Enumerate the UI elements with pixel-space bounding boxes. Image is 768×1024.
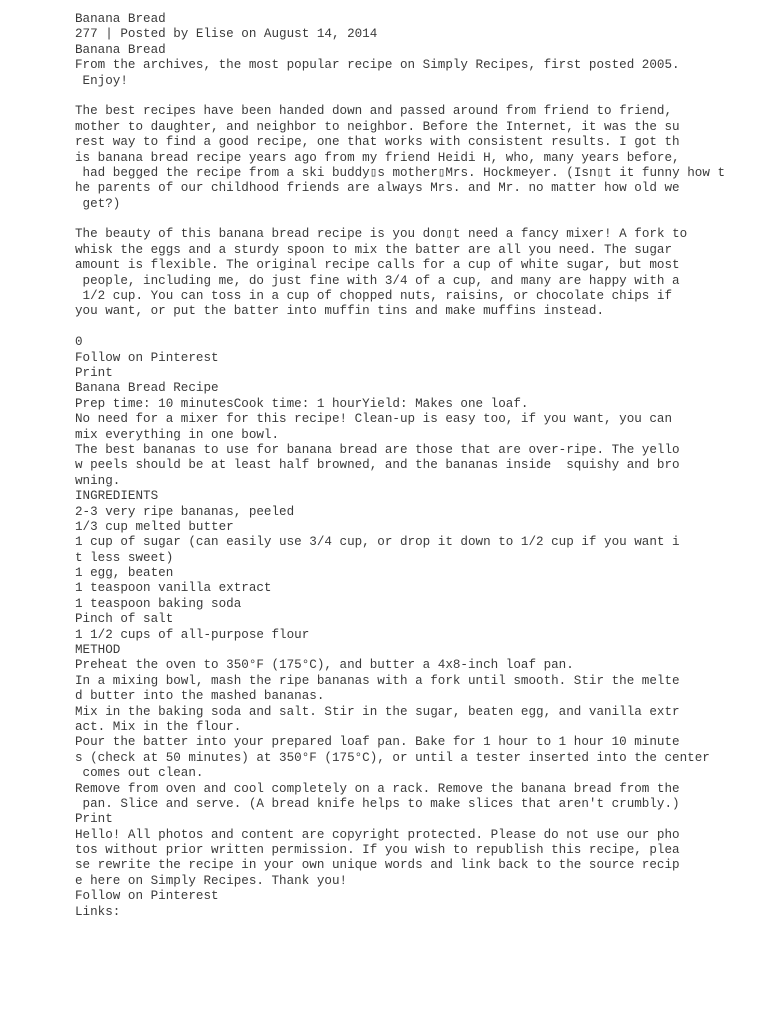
recipe-note-line: No need for a mixer for this recipe! Clean-up is easy too, if you want, you can (75, 412, 673, 427)
paragraph-1-line: had begged the recipe from a ski buddy▯s mother▯Mrs. Hockmeyer. (Isn▯t it funny how t (75, 165, 726, 180)
ingredient-line: 1/3 cup melted butter (75, 519, 234, 534)
ingredient-line: t less sweet) (75, 550, 174, 565)
links-label: Links: (75, 904, 121, 919)
paragraph-2-line: amount is flexible. The original recipe calls for a cup of white sugar, but most (75, 258, 680, 273)
recipe-title: Banana Bread Recipe (75, 381, 219, 396)
method-line: pan. Slice and serve. (A bread knife helps to make slices that aren't crumbly.) (75, 796, 680, 811)
page-title: Banana Bread (75, 12, 166, 26)
paragraph-2-line: The beauty of this banana bread recipe is you don▯t need a fancy mixer! A fork to (75, 227, 688, 242)
ingredient-line: Pinch of salt (75, 612, 174, 627)
ingredients-heading: INGREDIENTS (75, 489, 159, 504)
copyright-line: tos without prior written permission. If you wish to republish this recipe, plea (75, 843, 680, 858)
recipe-note-line: The best bananas to use for banana bread are those that are over-ripe. The yello (75, 442, 680, 457)
ingredient-line: 2-3 very ripe bananas, peeled (75, 504, 295, 519)
intro-line: From the archives, the most popular recipe on Simply Recipes, first posted 2005. (75, 58, 680, 73)
paragraph-1-line: he parents of our childhood friends are always Mrs. and Mr. no matter how old we (75, 181, 680, 196)
ingredient-line: 1 cup of sugar (can easily use 3/4 cup, or drop it down to 1/2 cup if you want i (75, 535, 680, 550)
method-line: Pour the batter into your prepared loaf pan. Bake for 1 hour to 1 hour 10 minute (75, 735, 680, 750)
copyright-line: Hello! All photos and content are copyright protected. Please do not use our pho (75, 827, 680, 842)
paragraph-2-line: whisk the eggs and a sturdy spoon to mix the batter are all you need. The sugar (75, 242, 673, 257)
method-line: comes out clean. (75, 766, 204, 781)
method-line: act. Mix in the flour. (75, 719, 242, 734)
ingredient-line: 1 teaspoon vanilla extract (75, 581, 272, 596)
method-line: s (check at 50 minutes) at 350°F (175°C), or until a tester inserted into the center (75, 750, 710, 765)
method-line: In a mixing bowl, mash the ripe bananas with a fork until smooth. Stir the melte (75, 673, 680, 688)
paragraph-2-line: you want, or put the batter into muffin tins and make muffins instead. (75, 304, 605, 319)
blank-line (75, 320, 755, 335)
paragraph-2-line: 1/2 cup. You can toss in a cup of chopped nuts, raisins, or chocolate chips if (75, 289, 673, 304)
recipe-note-line: w peels should be at least half browned, and the bananas inside squishy and bro (75, 458, 680, 473)
method-line: Preheat the oven to 350°F (175°C), and butter a 4x8-inch loaf pan. (75, 658, 574, 673)
ingredient-line: 1 teaspoon baking soda (75, 596, 242, 611)
copyright-line: e here on Simply Recipes. Thank you! (75, 873, 348, 888)
blank-line (75, 89, 755, 104)
recipe-note-line: mix everything in one bowl. (75, 427, 280, 442)
recipe-note-line: wning. (75, 473, 121, 488)
paragraph-2-line: people, including me, do just fine with 3/4 of a cup, and many are happy with a (75, 273, 680, 288)
method-line: Mix in the baking soda and salt. Stir in the sugar, beaten egg, and vanilla extr (75, 704, 680, 719)
recipe-print-link[interactable]: Print (75, 812, 113, 827)
intro-line: Enjoy! (75, 73, 128, 88)
post-byline: 277 | Posted by Elise on August 14, 2014 (75, 27, 378, 42)
paragraph-1-line: The best recipes have been handed down and passed around from friend to friend, (75, 104, 673, 119)
blank-line (75, 212, 755, 227)
pinterest-follow-link[interactable]: Follow on Pinterest (75, 350, 219, 365)
method-line: Remove from oven and cool completely on a rack. Remove the banana bread from the (75, 781, 680, 796)
paragraph-1-line: is banana bread recipe years ago from my friend Heidi H, who, many years before, (75, 150, 680, 165)
ingredient-line: 1 egg, beaten (75, 566, 174, 581)
paragraph-1-line: mother to daughter, and neighbor to neighbor. Before the Internet, it was the su (75, 119, 680, 134)
ingredient-line: 1 1/2 cups of all-purpose flour (75, 627, 310, 642)
document (75, 12, 755, 920)
paragraph-1-line: get?) (75, 196, 121, 211)
footer-pinterest-follow-link[interactable]: Follow on Pinterest (75, 889, 219, 904)
print-link[interactable]: Print (75, 365, 113, 380)
copyright-line: se rewrite the recipe in your own unique words and link back to the source recip (75, 858, 680, 873)
post-subtitle: Banana Bread (75, 42, 166, 57)
paragraph-1-line: rest way to find a good recipe, one that works with consistent results. I got th (75, 135, 680, 150)
method-line: d butter into the mashed bananas. (75, 689, 325, 704)
share-count: 0 (75, 335, 83, 350)
recipe-meta: Prep time: 10 minutesCook time: 1 hourYield: Makes one loaf. (75, 396, 529, 411)
method-heading: METHOD (75, 643, 121, 658)
